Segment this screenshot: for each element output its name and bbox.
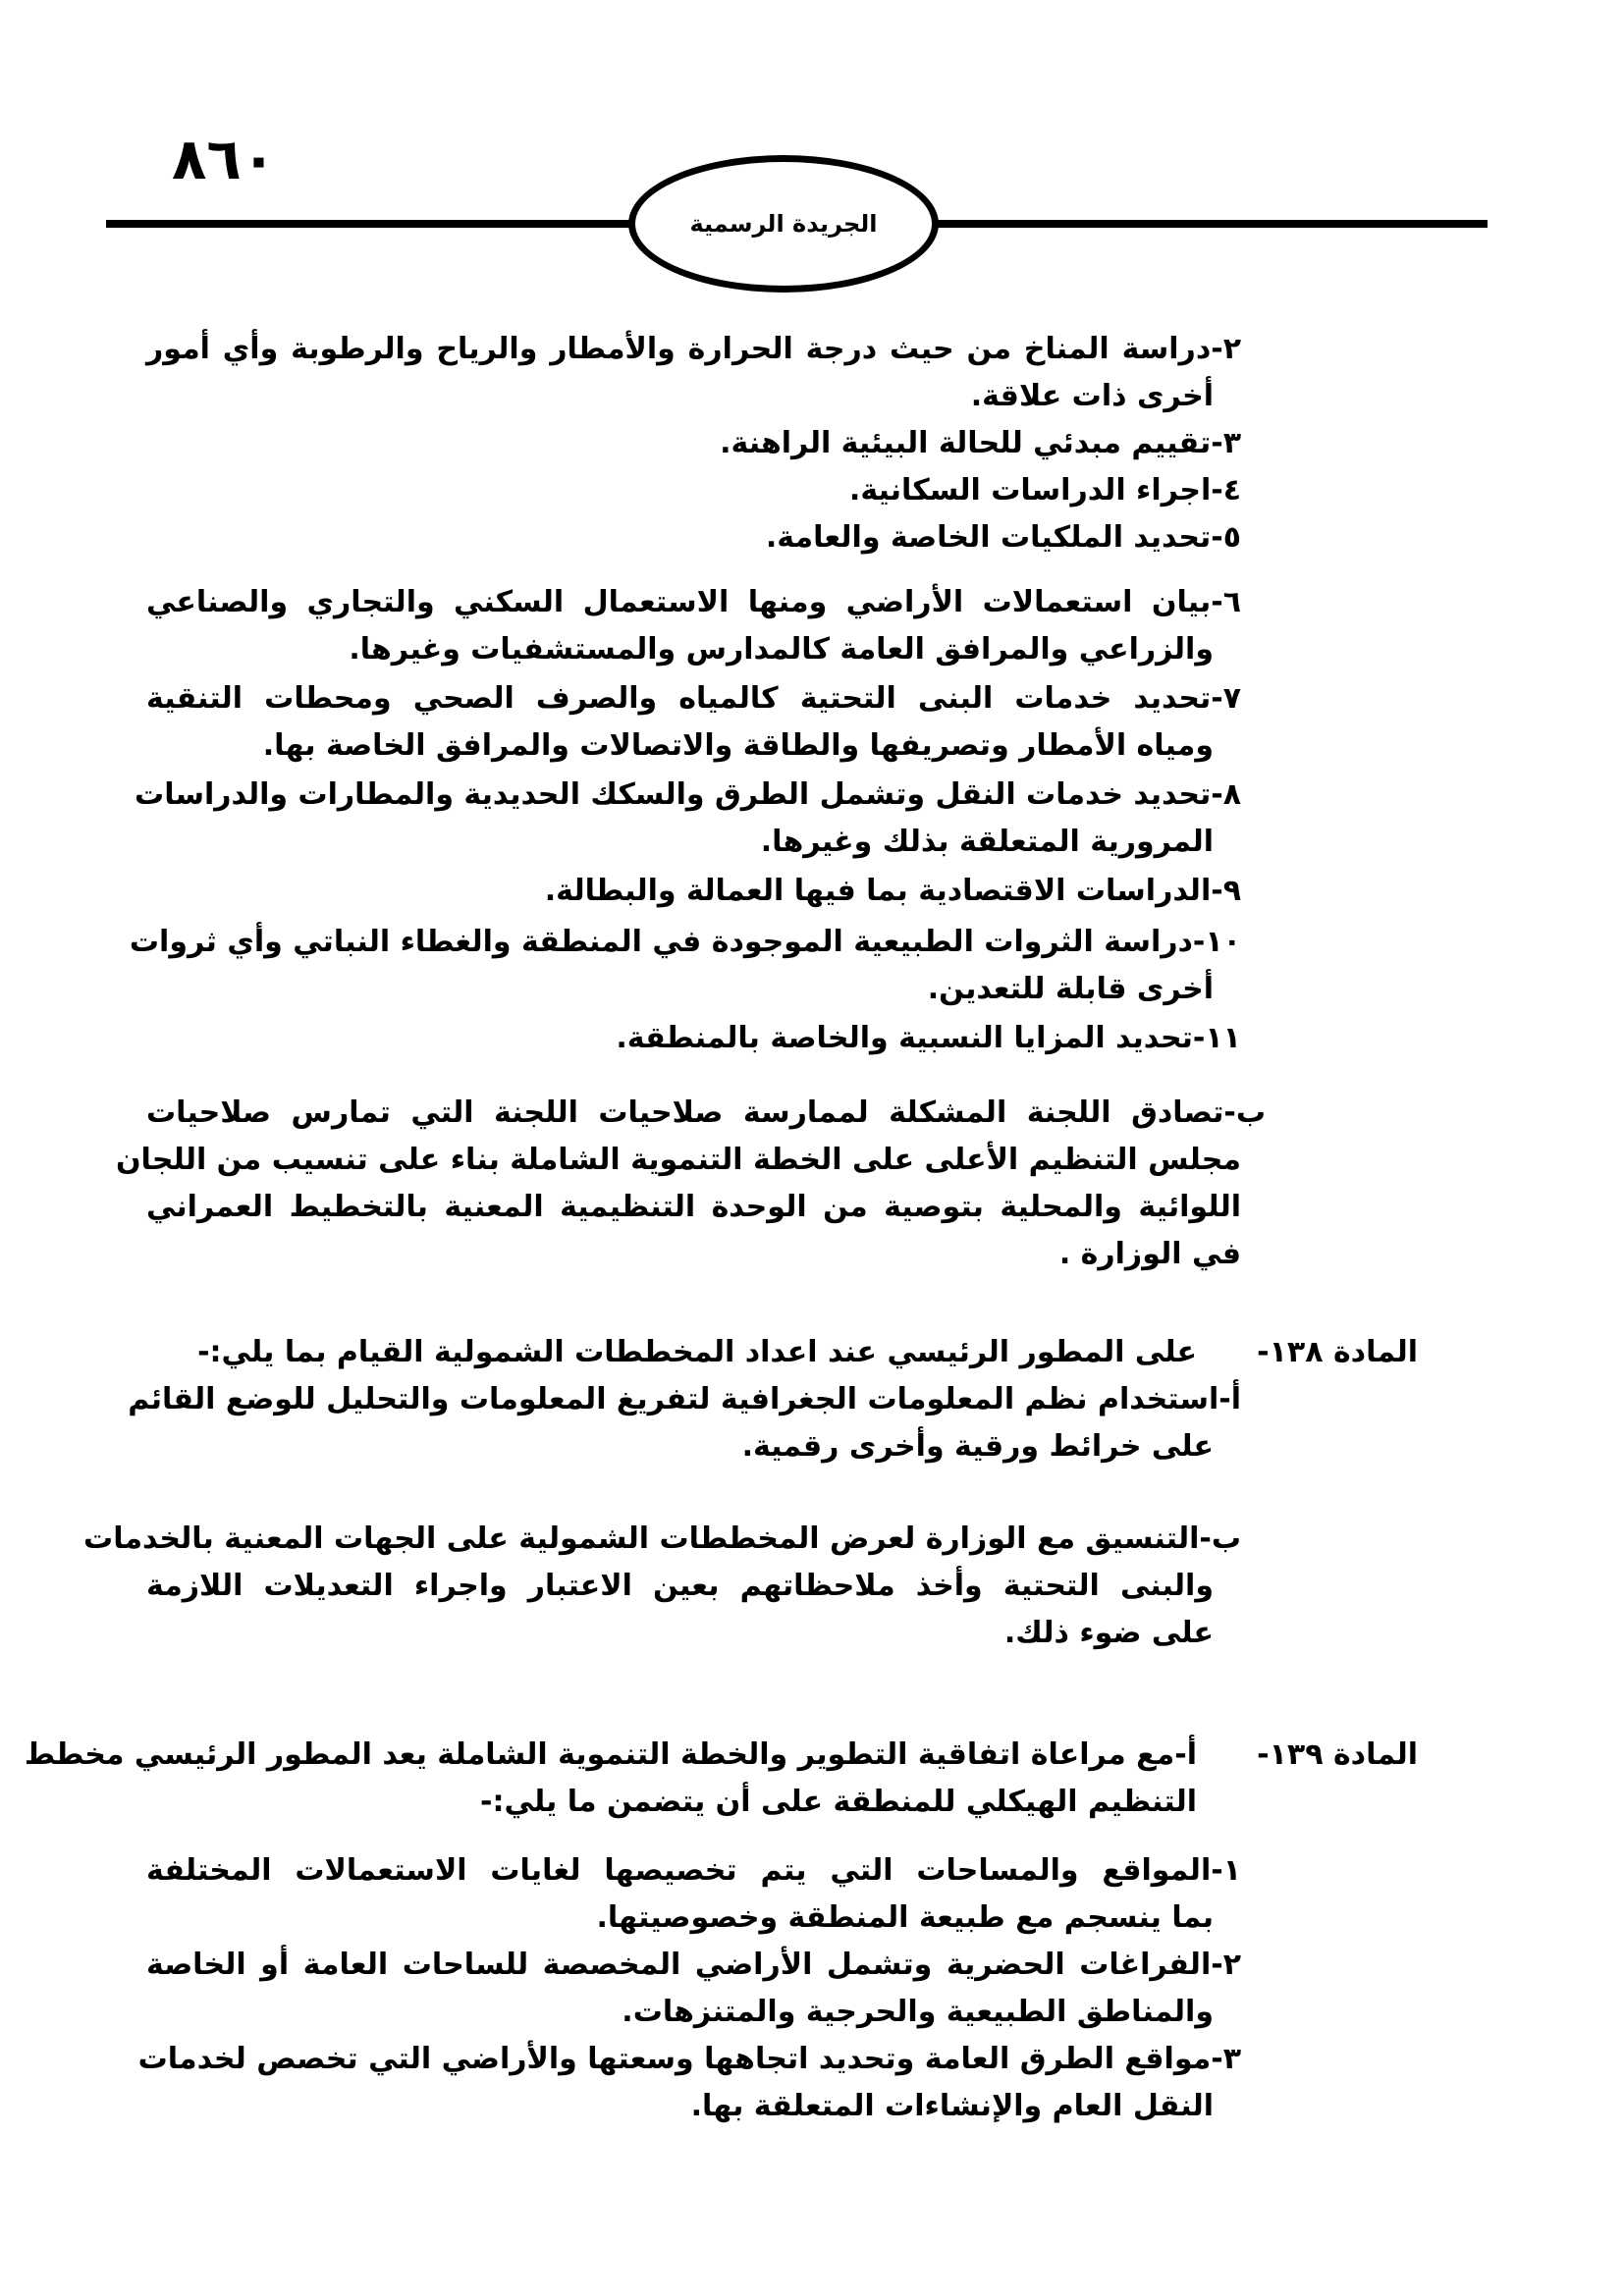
list-item-10-line-2: أخرى قابلة للتعدين.	[927, 972, 1214, 1006]
gazette-title-ellipse	[628, 155, 939, 293]
article-138-b-line-3: على ضوء ذلك.	[1003, 1616, 1214, 1650]
page-number: ٨٦٠	[172, 126, 277, 192]
list-item-5: ٥-تحديد الملكيات الخاصة والعامة.	[765, 520, 1241, 555]
list-item-3: ٣-تقييم مبدئي للحالة البيئية الراهنة.	[720, 426, 1241, 460]
para-b-line-1: ب-تصادق اللجنة المشكلة لممارسة صلاحيات اللجنة التي تمارس صلاحيات	[146, 1095, 1266, 1130]
article-139-intro-line-2: التنظيم الهيكلي للمنطقة على أن يتضمن ما يلي:-	[480, 1785, 1197, 1819]
para-b-line-3: اللوائية والمحلية بتوصية من الوحدة التنظيمية المعنية بالتخطيط العمراني	[146, 1190, 1241, 1224]
gazette-title: الجريدة الرسمية	[689, 210, 878, 238]
header-rule-left	[106, 220, 641, 228]
header-rule-right	[928, 220, 1488, 228]
article-138-b-line-1: ب-التنسيق مع الوزارة لعرض المخططات الشمولية على الجهات المعنية بالخدمات	[83, 1522, 1241, 1556]
article-138-b-line-2: والبنى التحتية وأخذ ملاحظاتهم بعين الاعتبار واجراء التعديلات اللازمة	[146, 1569, 1214, 1603]
article-139-item-1-line-2: بما ينسجم مع طبيعة المنطقة وخصوصيتها.	[596, 1900, 1214, 1935]
article-139-item-2-line-1: ٢-الفراغات الحضرية وتشمل الأراضي المخصصة للساحات العامة أو الخاصة	[146, 1948, 1241, 1982]
list-item-7-line-1: ٧-تحديد خدمات البنى التحتية كالمياه والصرف الصحي ومحطات التنقية	[146, 681, 1241, 716]
article-139-item-2-line-2: والمناطق الطبيعية والحرجية والمتنزهات.	[622, 1995, 1214, 2029]
list-item-6-line-1: ٦-بيان استعمالات الأراضي ومنها الاستعمال السكني والتجاري والصناعي	[146, 585, 1241, 619]
article-138-label: المادة ١٣٨-	[1257, 1335, 1418, 1369]
article-138-a-line-2: على خرائط ورقية وأخرى رقمية.	[741, 1429, 1214, 1464]
list-item-8-line-2: المرورية المتعلقة بذلك وغيرها.	[760, 825, 1214, 859]
list-item-10-line-1: ١٠-دراسة الثروات الطبيعية الموجودة في المنطقة والغطاء النباتي وأي ثروات	[129, 925, 1241, 959]
para-b-line-2: مجلس التنظيم الأعلى على الخطة التنموية الشاملة بناء على تنسيب من اللجان	[115, 1143, 1241, 1177]
para-b-line-4: في الوزارة .	[1058, 1237, 1241, 1271]
list-item-4: ٤-اجراء الدراسات السكانية.	[848, 473, 1241, 507]
list-item-6-line-2: والزراعي والمرافق العامة كالمدارس والمستشفيات وغيرها.	[349, 632, 1214, 667]
list-item-2-line-2: أخرى ذات علاقة.	[970, 379, 1214, 413]
article-139-label: المادة ١٣٩-	[1257, 1737, 1418, 1772]
article-139-intro-line-1: أ-مع مراعاة اتفاقية التطوير والخطة التنموية الشاملة يعد المطور الرئيسي مخطط	[24, 1737, 1197, 1772]
article-139-item-3-line-1: ٣-مواقع الطرق العامة وتحديد اتجاهها وسعتها والأراضي التي تخصص لخدمات	[137, 2042, 1241, 2076]
article-138-a-line-1: أ-استخدام نظم المعلومات الجغرافية لتفريغ المعلومات والتحليل للوضع القائم	[128, 1382, 1241, 1416]
list-item-9: ٩-الدراسات الاقتصادية بما فيها العمالة والبطالة.	[544, 874, 1241, 908]
article-139-item-3-line-2: النقل العام والإنشاءات المتعلقة بها.	[690, 2089, 1214, 2123]
article-139-item-1-line-1: ١-المواقع والمساحات التي يتم تخصيصها لغايات الاستعمالات المختلفة	[146, 1853, 1241, 1888]
article-138-intro: على المطور الرئيسي عند اعداد المخططات الشمولية القيام بما يلي:-	[197, 1335, 1197, 1369]
list-item-8-line-1: ٨-تحديد خدمات النقل وتشمل الطرق والسكك الحديدية والمطارات والدراسات	[135, 777, 1241, 812]
list-item-7-line-2: ومياه الأمطار وتصريفها والطاقة والاتصالات والمرافق الخاصة بها.	[262, 728, 1214, 763]
list-item-11: ١١-تحديد المزايا النسبية والخاصة بالمنطقة.	[616, 1021, 1241, 1055]
list-item-2-line-1: ٢-دراسة المناخ من حيث درجة الحرارة والأمطار والرياح والرطوبة وأي أمور	[146, 332, 1241, 366]
